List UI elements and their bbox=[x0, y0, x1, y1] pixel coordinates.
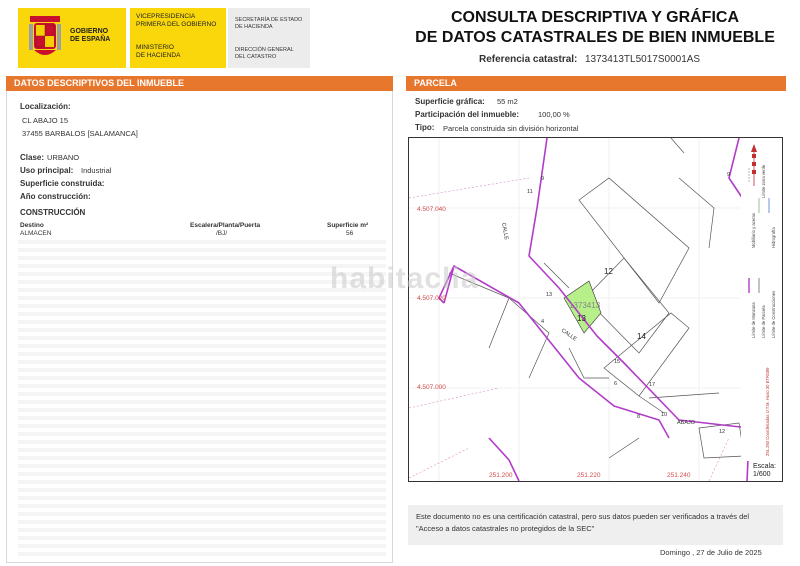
house-number: 11 bbox=[527, 189, 533, 195]
construccion-title: CONSTRUCCIÓN bbox=[20, 208, 86, 217]
participacion-label: Participación del inmueble: bbox=[415, 110, 520, 119]
directorate-text: DIRECCIÓN GENERAL DEL CATASTRO bbox=[235, 47, 294, 60]
sup-grafica-label: Superficie gráfica: bbox=[415, 97, 485, 106]
clase-value: URBANO bbox=[47, 153, 80, 162]
address-line-2: 37455 BARBALOS [SALAMANCA] bbox=[22, 129, 138, 138]
cadastral-map[interactable] bbox=[408, 137, 783, 482]
street-label-calle-2: CALLE bbox=[559, 327, 578, 343]
coord-x1: 251.200 bbox=[489, 472, 513, 479]
parcel-label-14: 14 bbox=[637, 332, 646, 341]
coord-y3: 4.507.000 bbox=[417, 384, 446, 391]
secretariat-text: SECRETARÍA DE ESTADO DE HACIENDA bbox=[235, 17, 303, 30]
section-header-descriptive: DATOS DESCRIPTIVOS DEL INMUEBLE bbox=[6, 76, 393, 91]
house-number: 15 bbox=[614, 359, 621, 365]
vicepresidency-text: VICEPRESIDENCIA PRIMERA DEL GOBIERNO bbox=[136, 13, 217, 28]
legend-coordinates: 251.260 Coordenadas U.T.M. Huso 30 ETRS89 bbox=[765, 367, 770, 456]
tipo-value: Parcela construida sin división horizontal bbox=[443, 124, 579, 133]
address-line-1: CL ABAJO 15 bbox=[22, 116, 68, 125]
superficie-label: Superficie construida: bbox=[20, 179, 105, 188]
section-header-parcela: PARCELA bbox=[406, 76, 786, 91]
house-number: 10 bbox=[661, 412, 668, 418]
ministry-text: MINISTERIO DE HACIENDA bbox=[136, 44, 181, 59]
uso-label: Uso principal: bbox=[20, 166, 74, 175]
house-number: 13 bbox=[546, 292, 553, 298]
watermark: habitaclia bbox=[330, 262, 479, 295]
cell-superficie: 56 bbox=[346, 230, 354, 237]
legend-zona-verde: Límite zona verde bbox=[761, 164, 766, 198]
localizacion-label: Localización: bbox=[20, 102, 71, 111]
cell-destino: ALMACEN bbox=[20, 230, 52, 237]
ref-value: 1373413TL5017S0001AS bbox=[585, 54, 701, 65]
col-escalera: Escalera/Planta/Puerta bbox=[190, 222, 261, 229]
legend-parcela: Límite de Parcela bbox=[761, 305, 766, 338]
house-number: 4 bbox=[541, 319, 545, 325]
parcel-ref-label: 1373413 bbox=[569, 301, 601, 310]
house-number: 8 bbox=[637, 414, 641, 420]
sup-grafica-value: 55 m2 bbox=[497, 97, 518, 106]
parcel-label-12: 12 bbox=[604, 267, 613, 276]
legend-hidrografia: Hidrografía bbox=[771, 227, 776, 248]
parcel-label-13: 13 bbox=[577, 314, 586, 323]
ref-label: Referencia catastral: bbox=[479, 54, 578, 65]
coord-y2: 4.507.020 bbox=[417, 295, 446, 302]
house-number: 6 bbox=[614, 381, 618, 387]
coord-y1: 4.507.040 bbox=[417, 206, 446, 213]
scale-label: Escala: bbox=[753, 463, 776, 470]
street-label-calle-1: CALLE bbox=[500, 222, 509, 241]
legend-mobiliario: Mobiliario y aceras bbox=[751, 213, 756, 248]
participacion-value: 100,00 % bbox=[538, 110, 570, 119]
cell-planta: /BJ/ bbox=[216, 230, 228, 237]
tipo-label: Tipo: bbox=[415, 123, 435, 132]
coord-x3: 251.240 bbox=[667, 472, 691, 479]
col-superficie: Superficie m² bbox=[327, 222, 369, 229]
house-number: 9 bbox=[727, 172, 731, 178]
map-drawing bbox=[409, 138, 782, 481]
document-date: Domingo , 27 de Julio de 2025 bbox=[660, 548, 762, 557]
house-number: 12 bbox=[719, 429, 726, 435]
coord-x2: 251.220 bbox=[577, 472, 601, 479]
map-legend bbox=[741, 138, 782, 461]
disclaimer-note: Este documento no es una certificación catastral, pero sus datos pueden ser verificados a través del "Acceso a datos catastrales no protegidos de la SEC" bbox=[408, 505, 783, 545]
coat-of-arms-icon bbox=[28, 14, 62, 62]
street-label-abajo: ABAJO bbox=[677, 420, 696, 426]
legend-manzana: Límite de Manzana bbox=[751, 302, 756, 338]
scale-value: 1/600 bbox=[753, 471, 771, 478]
ano-label: Año construcción: bbox=[20, 192, 91, 201]
house-number: 9 bbox=[541, 176, 545, 182]
uso-value: Industrial bbox=[81, 166, 112, 175]
clase-label: Clase: bbox=[20, 153, 45, 162]
scale-box bbox=[753, 463, 776, 479]
col-destino: Destino bbox=[20, 222, 44, 229]
legend-construcciones: Límite de Construcciones bbox=[771, 290, 776, 338]
gov-name: GOBIERNO DE ESPAÑA bbox=[70, 28, 111, 43]
house-number: 17 bbox=[649, 382, 656, 388]
page-title: CONSULTA DESCRIPTIVA Y GRÁFICA DE DATOS CATASTRALES DE BIEN INMUEBLE bbox=[415, 9, 775, 46]
